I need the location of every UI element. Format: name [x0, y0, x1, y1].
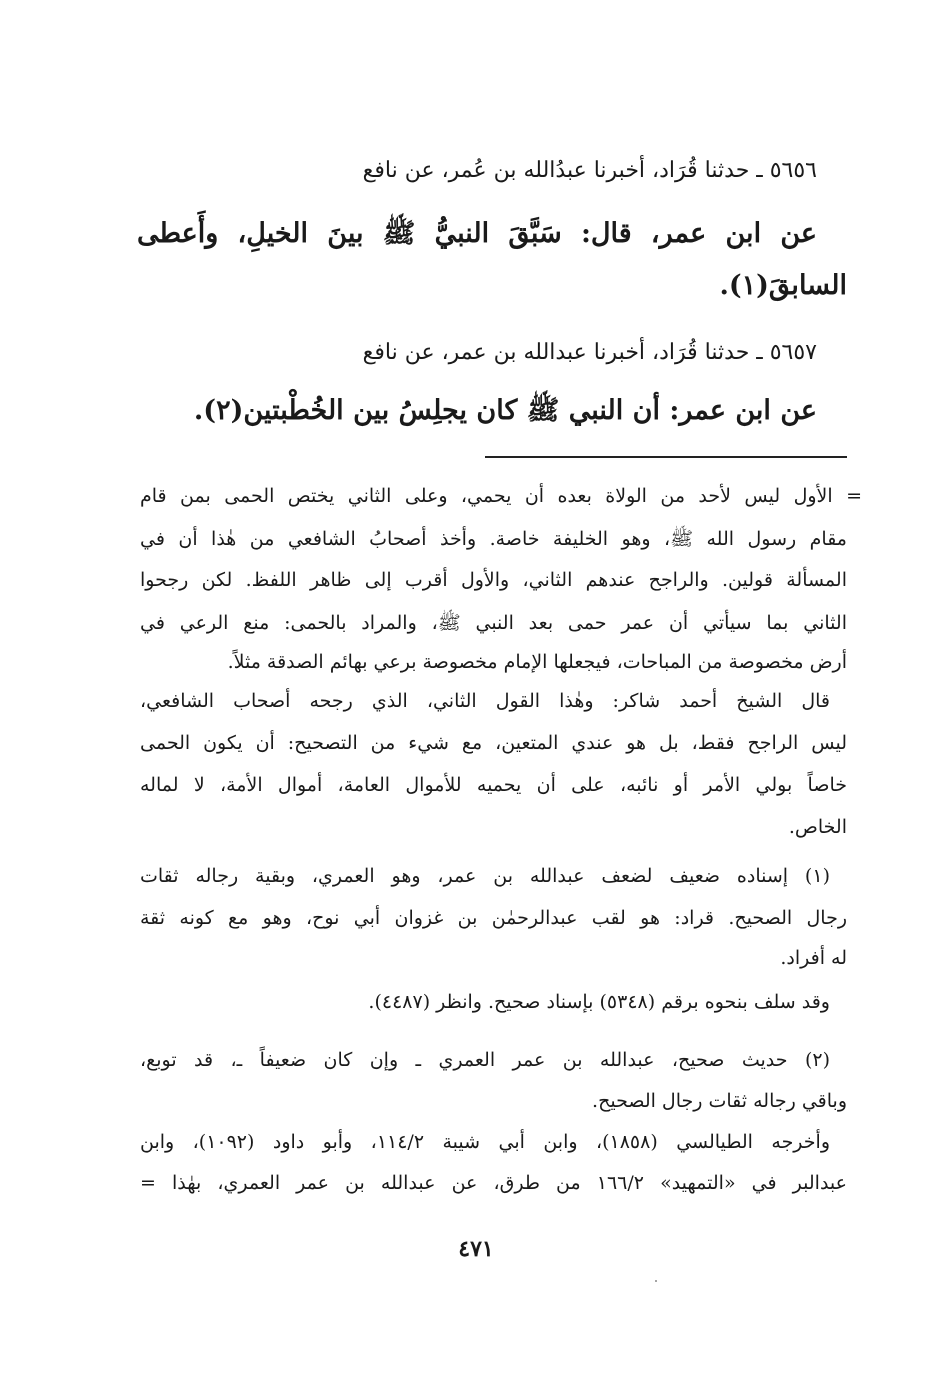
- hadith-5656-body-line-1: عن ابن عمر، قال: سَبَّقَ النبيُّ ﷺ بينَ الخيلِ، وأَعطى: [137, 218, 817, 249]
- footnote-2-line-3: وأخرجه الطيالسي (١٨٥٨)، وابن أبي شيبة ١١٤/٢، وأبو داود (١٠٩٢)، وابن: [140, 1131, 830, 1153]
- footnote-divider: [485, 456, 847, 458]
- shakir-note-line-1: قال الشيخ أحمد شاكر: وهٰذا القول الثاني، الذي رجحه أصحاب الشافعي،: [140, 690, 830, 712]
- scan-speck: [655, 1280, 657, 1282]
- shakir-note-line-2: ليس الراجح فقط، بل هو عندي المتعين، مع شيء من التصحيح: أن يكون الحمى: [140, 732, 847, 754]
- footnote-continuation-line-1: = الأول ليس لأحد من الولاة بعده أن يحمي، وعلى الثاني يختص الحمى بمن قام: [140, 485, 862, 507]
- shakir-note-line-3: خاصاً بولي الأمر أو نائبه، على أن يحميه للأموال العامة، أموال الأمة، لا لماله: [140, 774, 847, 796]
- page-number: ٤٧١: [458, 1236, 494, 1262]
- hadith-5657-head: ٥٦٥٧ ـ حدثنا قُرَاد، أخبرنا عبدالله بن عمر، عن نافع: [362, 340, 817, 365]
- hadith-5656-head: ٥٦٥٦ ـ حدثنا قُرَاد، أخبرنا عبدُالله بن عُمر، عن نافع: [362, 158, 817, 183]
- footnote-1-line-4: وقد سلف بنحوه برقم (٥٣٤٨) بإسناد صحيح. وانظر (٤٤٨٧).: [368, 991, 830, 1013]
- footnote-2-line-2: وباقي رجاله ثقات رجال الصحيح.: [592, 1090, 847, 1112]
- footnote-continuation-line-4: الثاني بما سيأتي أن عمر حمى بعد النبي ﷺ، والمراد بالحمى: منع الرعي في: [140, 612, 847, 634]
- footnote-continuation-line-5: أرض مخصوصة من المباحات، فيجعلها الإمام مخصوصة برعي بهائم الصدقة مثلاً.: [227, 651, 847, 673]
- footnote-1-line-1: (١) إسناده ضعيف لضعف عبدالله بن عمر، وهو العمري، وبقية رجاله ثقات: [140, 865, 830, 887]
- hadith-5657-body: عن ابن عمر: أن النبي ﷺ كان يجلِسُ بين الخُطْبتين(٢).: [193, 395, 817, 426]
- footnote-continuation-line-2: مقام رسول الله ﷺ، وهو الخليفة خاصة. وأخذ أصحابُ الشافعي من هٰذا أن في: [140, 528, 847, 550]
- footnote-2-line-1: (٢) حديث صحيح، عبدالله بن عمر العمري ـ وإن كان ضعيفاً ـ، قد توبع،: [140, 1049, 830, 1071]
- footnote-1-line-3: له أفراد.: [780, 947, 847, 969]
- footnote-continuation-line-3: المسألة قولين. والراجح عندهم الثاني، والأول أقرب إلى ظاهر اللفظ. لكن رجحوا: [140, 569, 847, 591]
- footnote-2-line-4: عبدالبر في «التمهيد» ١٦٦/٢ من طرق، عن عبدالله بن عمر العمري، بهٰذا =: [140, 1172, 848, 1194]
- footnote-1-line-2: رجال الصحيح. قراد: هو لقب عبدالرحمٰن بن غزوان أبي نوح، وهو مع كونه ثقة: [140, 907, 847, 929]
- shakir-note-line-4: الخاص.: [788, 816, 847, 838]
- hadith-5656-body-line-2: السابقَ(١).: [719, 270, 847, 301]
